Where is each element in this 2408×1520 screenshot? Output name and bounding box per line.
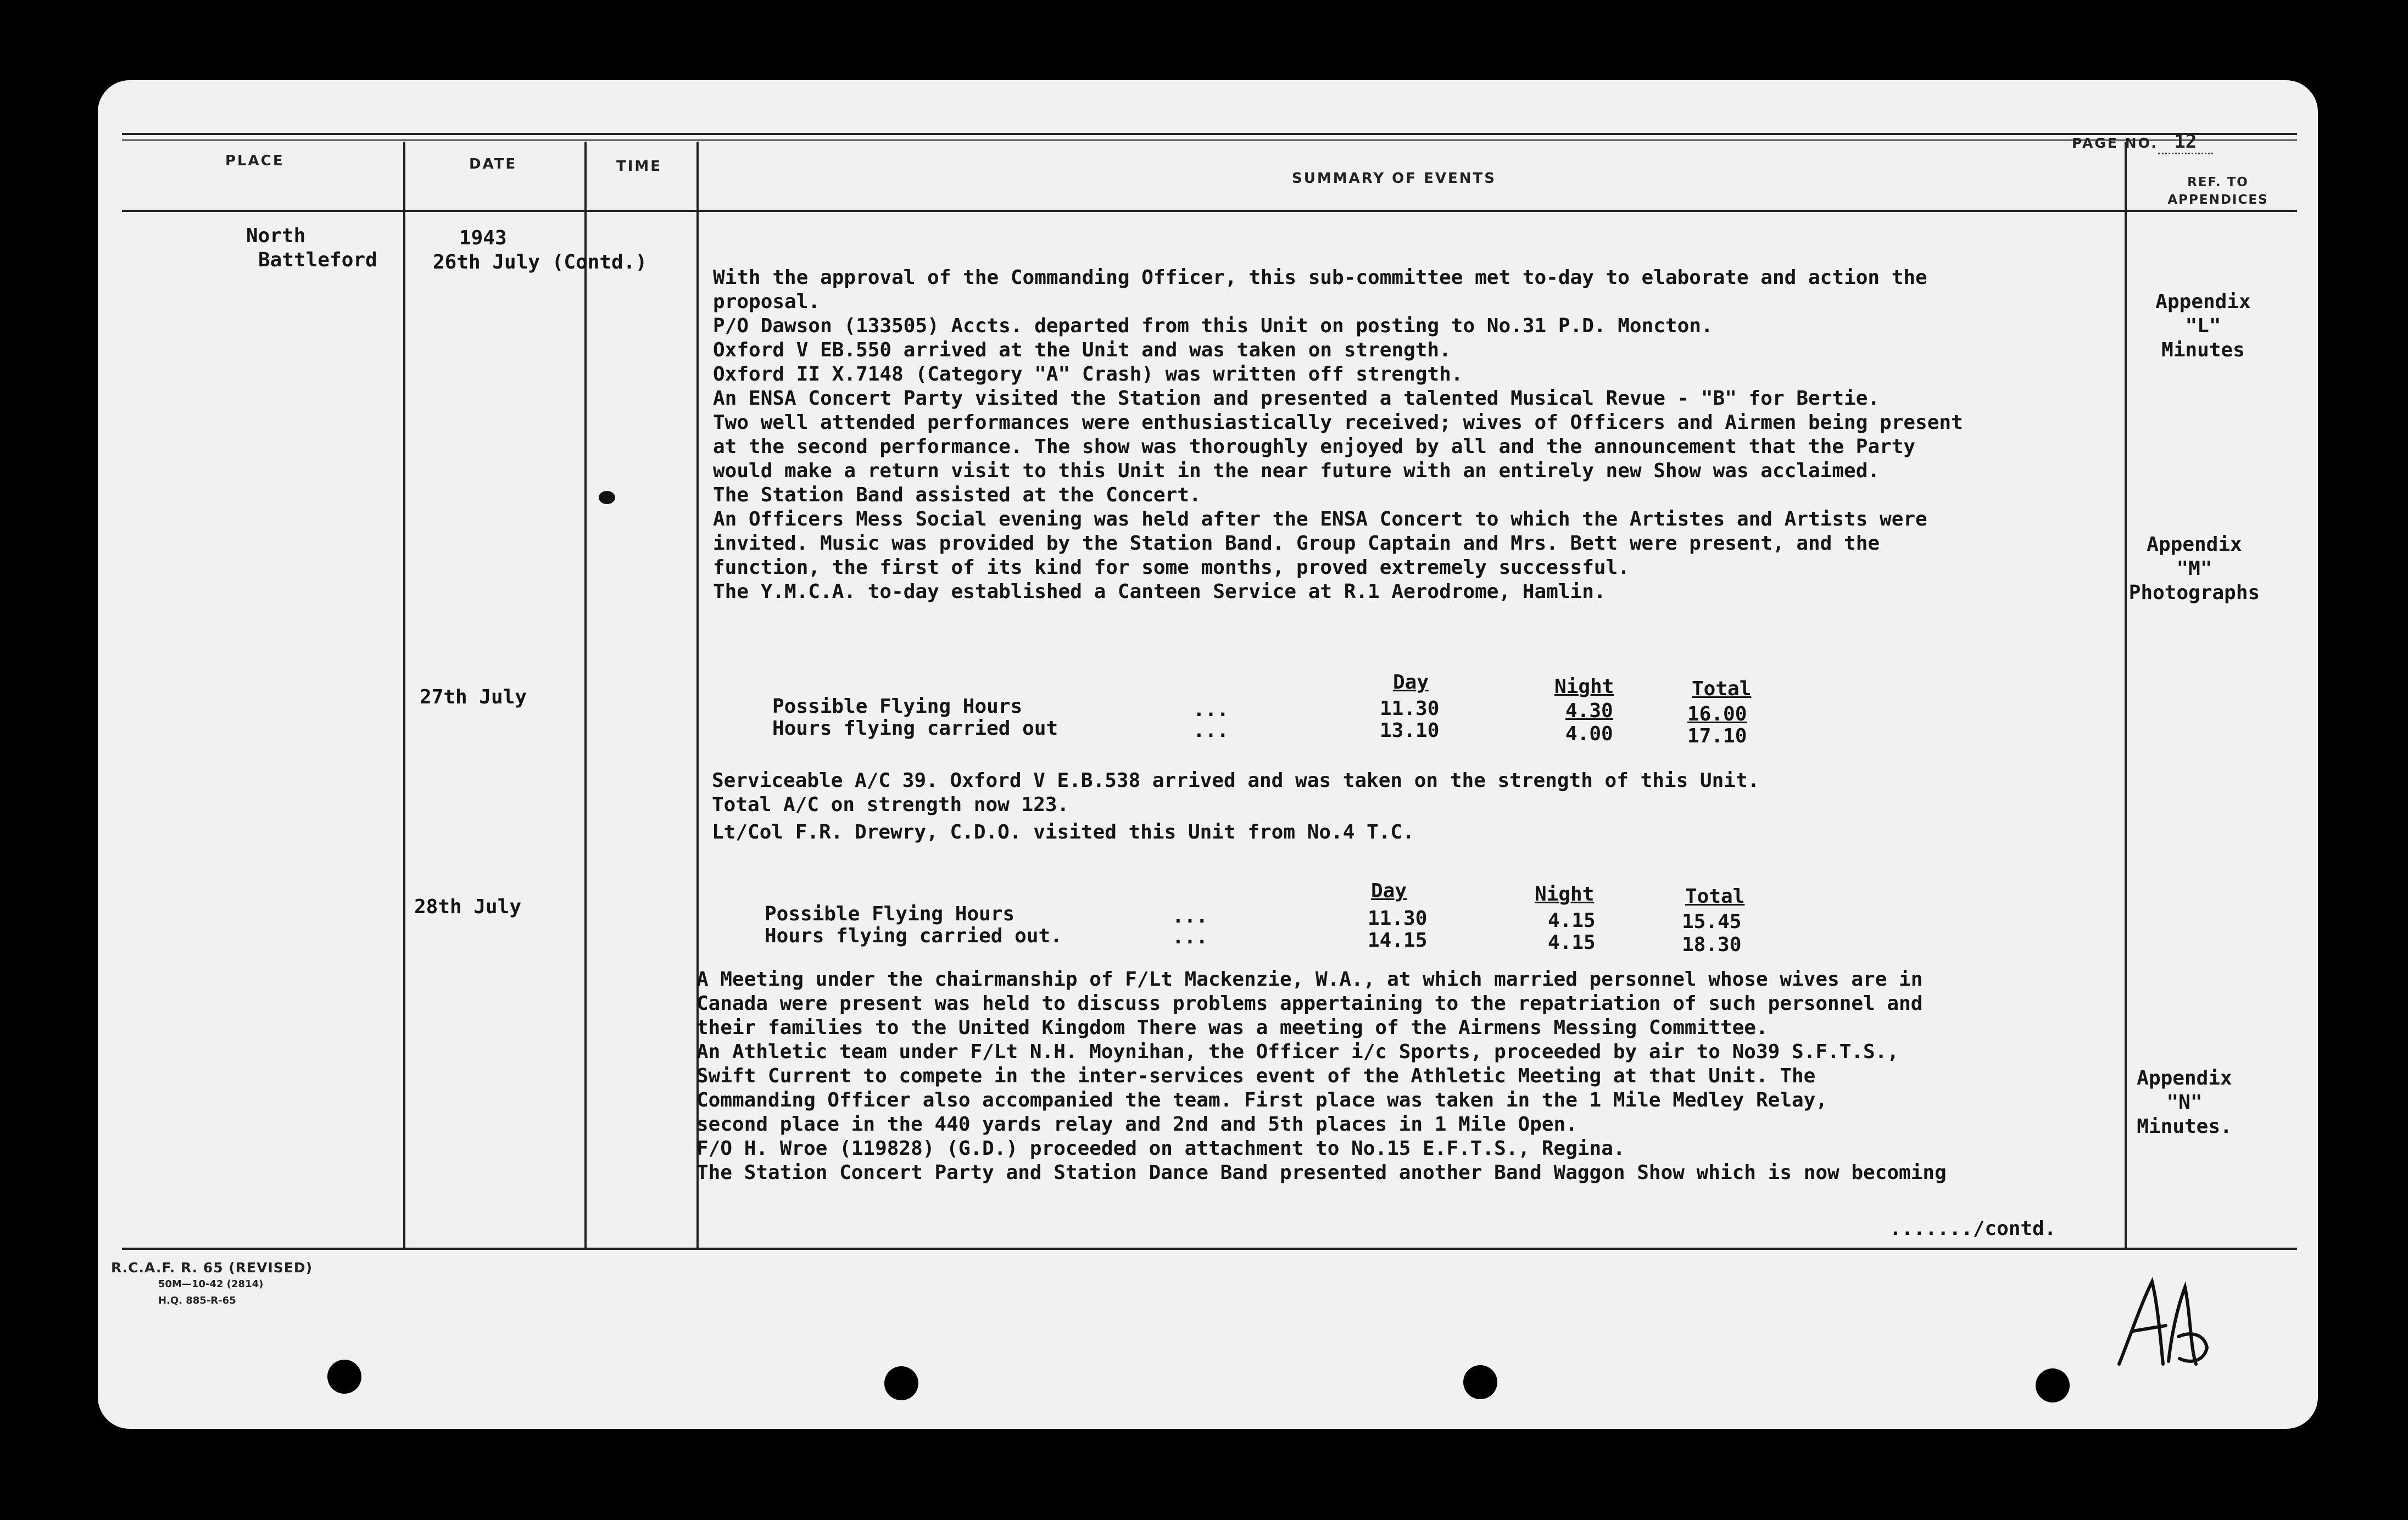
punch-hole bbox=[1463, 1365, 1497, 1399]
header-ref: REF. TO APPENDICES bbox=[2167, 175, 2268, 207]
flying-28-row2-day: 14.15 bbox=[1368, 929, 1428, 952]
place-entry: North Battleford bbox=[246, 225, 377, 271]
top-rule bbox=[122, 133, 2297, 135]
flying-28-row2-total: 18.30 bbox=[1682, 934, 1742, 956]
top-rule-2 bbox=[122, 139, 2297, 141]
flying-27-row2-night: 4.00 bbox=[1565, 723, 1613, 745]
flying-28-head-total: Total bbox=[1685, 885, 1745, 908]
punch-hole bbox=[2036, 1368, 2070, 1402]
header-bottom-rule bbox=[122, 210, 2297, 212]
diary-sheet bbox=[98, 80, 2318, 1429]
flying-28-row1-night: 4.15 bbox=[1548, 909, 1596, 932]
header-place: PLACE bbox=[225, 153, 285, 169]
header-date: DATE bbox=[469, 156, 517, 172]
col-sep-place bbox=[403, 142, 405, 1248]
flying-27-row2-dots: ... bbox=[1193, 719, 1229, 742]
flying-27-row1-dots: ... bbox=[1193, 698, 1229, 721]
flying-27-head-total: Total bbox=[1692, 678, 1752, 700]
margin-bullet bbox=[599, 491, 615, 504]
form-number: R.C.A.F. R. 65 (REVISED) 50M—10-42 (2814) H.Q. 885-R-65 bbox=[111, 1260, 313, 1306]
body-bottom-rule bbox=[122, 1248, 2297, 1250]
date-26-july: 26th July (Contd.) bbox=[433, 251, 648, 273]
punch-hole bbox=[884, 1366, 918, 1400]
flying-28-head-night: Night bbox=[1535, 883, 1595, 906]
flying-28-row2-night: 4.15 bbox=[1548, 931, 1596, 954]
summary-block-26-july: With the approval of the Commanding Officer, this sub-committee met to-day to elaborate and action the proposal. P/O Dawson (133505) Accts. departed from this Unit on posting to No.31 P.D. Moncton. Oxford V EB.550 arrived at the Unit and was taken on strength. Oxford II X.7148 (Category "A" Crash) was written off strength. An ENSA Concert Party visited the Station and presented a talented Musical Revue - "B" for Bertie. Two well attended performances were enthusiastically received; wives of Officers and Airmen being present at the second performance. The show was thoroughly enjoyed by all and the announcement that the Party would make a return visit to this Unit in the near future with an entirely new Show was acclaimed. The Station Band assisted at the Concert. An Officers Mess Social evening was held after the ENSA Concert to which the Artistes and Artists were invited. Music was provided by the Station Band. Group Captain and Mrs. Bett were present, and the function, the first of its kind for some months, proved extremely successful. The Y.M.C.A. to-day established a Canteen Service at R.1 Aerodrome, Hamlin. bbox=[713, 266, 1963, 603]
punch-hole bbox=[327, 1360, 361, 1394]
flying-27-head-day: Day bbox=[1393, 671, 1429, 694]
summary-block-27-july: Serviceable A/C 39. Oxford V E.B.538 arrived and was taken on the strength of this Unit. Total A/C on strength now 123. Lt/Col F.R. Drewry, C.D.O. visited this Unit from No.4 T.C. bbox=[712, 769, 1760, 843]
continued-marker: ......./contd. bbox=[1889, 1217, 2056, 1240]
header-summary: SUMMARY OF EVENTS bbox=[1292, 170, 1496, 187]
summary-block-28-july: A Meeting under the chairmanship of F/Lt Mackenzie, W.A., at which married personnel whose wives are in Canada were present was held to discuss problems appertaining to the repatriation of such personnel and their families to the United Kingdom There was a meeting of the Airmens Messing Committee. An Athletic team under F/Lt N.H. Moynihan, the Officer i/c Sports, proceeded by air to No39 S.F.T.S., Swift Current to compete in the inter-services event of the Athletic Meeting at that Unit. The Commanding Officer also accompanied the team. First place was taken in the 1 Mile Medley Relay, second place in the 440 yards relay and 2nd and 5th places in 1 Mile Open. F/O H. Wroe (119828) (G.D.) proceeded on attachment to No.15 E.F.T.S., Regina. The Station Concert Party and Station Dance Band presented another Band Waggon Show which is now becoming bbox=[696, 968, 1947, 1184]
date-year: 1943 bbox=[459, 227, 507, 249]
page-number-label: PAGE NO. 12 bbox=[2072, 131, 2213, 154]
header-time: TIME bbox=[616, 158, 662, 175]
ref-appendix-m: Appendix "M" Photographs bbox=[2128, 533, 2260, 604]
flying-28-head-day: Day bbox=[1371, 880, 1407, 902]
handwritten-initials-icon bbox=[2108, 1271, 2212, 1381]
flying-27-row1-total: 16.00 bbox=[1687, 703, 1747, 725]
page-number: 12 bbox=[2158, 131, 2213, 154]
flying-27-row2-day: 13.10 bbox=[1380, 719, 1440, 742]
flying-27-head-night: Night bbox=[1554, 675, 1614, 698]
flying-27-row1-night: 4.30 bbox=[1565, 700, 1613, 722]
flying-27-row2-label: Hours flying carried out bbox=[772, 717, 1058, 740]
flying-28-row2-label: Hours flying carried out. bbox=[765, 925, 1062, 947]
ref-appendix-l: Appendix "L" Minutes bbox=[2155, 290, 2251, 361]
flying-28-row1-total: 15.45 bbox=[1682, 910, 1742, 933]
flying-27-row1-label: Possible Flying Hours bbox=[772, 695, 1023, 718]
date-27-july: 27th July bbox=[420, 686, 527, 708]
date-28-july: 28th July bbox=[414, 896, 522, 918]
flying-28-row2-dots: ... bbox=[1172, 926, 1208, 948]
ref-appendix-n: Appendix "N" Minutes. bbox=[2137, 1067, 2232, 1138]
flying-28-row1-dots: ... bbox=[1172, 905, 1208, 927]
flying-28-row1-label: Possible Flying Hours bbox=[765, 903, 1015, 925]
flying-27-row1-day: 11.30 bbox=[1380, 697, 1440, 720]
flying-28-row1-day: 11.30 bbox=[1368, 907, 1428, 930]
col-sep-date bbox=[584, 142, 587, 1248]
flying-27-row2-total: 17.10 bbox=[1687, 725, 1747, 747]
